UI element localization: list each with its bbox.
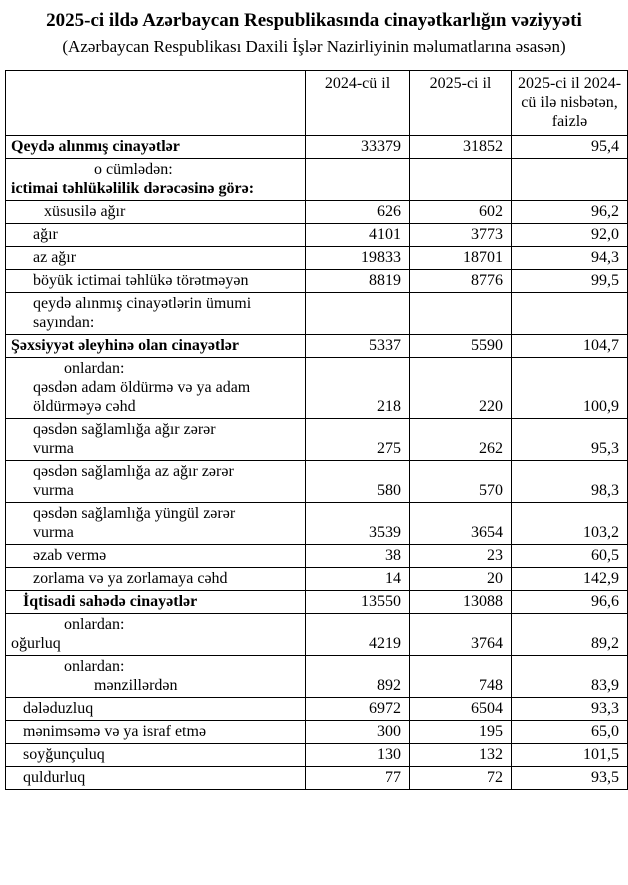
row-label-line: az ağır [33, 249, 77, 266]
value-2025-cell: 23 [410, 545, 512, 568]
table-row [6, 767, 628, 790]
row-label-cell [6, 419, 306, 461]
table-row [6, 419, 628, 461]
page-title: 2025-ci ildə Azərbaycan Respublikasında cinayətkarlığın vəziyyəti [46, 10, 582, 31]
table-row [6, 136, 628, 159]
row-label-line: əzab vermə [33, 547, 107, 564]
percent-cell: 99,5 [512, 270, 628, 293]
row-label-line: sayından: [33, 314, 95, 331]
row-label-line: zorlama və ya zorlamaya cəhd [33, 570, 228, 587]
crime-table-body [6, 136, 628, 790]
table-row [6, 503, 628, 545]
table-row [6, 201, 628, 224]
row-label-cell [6, 335, 306, 358]
value-2025-cell: 6504 [410, 698, 512, 721]
table-row [6, 293, 628, 335]
percent-cell: 89,2 [512, 614, 628, 656]
page-subtitle: (Azərbaycan Respublikası Daxili İşlər Nazirliyinin məlumatlarına əsasən) [62, 37, 566, 56]
row-label-line: oğurluq [11, 635, 61, 652]
row-label-cell [6, 270, 306, 293]
percent-cell: 98,3 [512, 461, 628, 503]
percent-cell [512, 293, 628, 335]
table-header-row [6, 71, 628, 136]
row-label-line: qəsdən sağlamlığa ağır zərər [33, 421, 216, 438]
value-2024-cell: 38 [306, 545, 410, 568]
percent-cell: 103,2 [512, 503, 628, 545]
row-label-cell [6, 224, 306, 247]
table-row [6, 159, 628, 201]
table-row [6, 744, 628, 767]
value-2025-cell: 20 [410, 568, 512, 591]
percent-cell: 101,5 [512, 744, 628, 767]
row-label-cell [6, 767, 306, 790]
row-label-line: onlardan: [64, 360, 125, 377]
value-2024-cell: 626 [306, 201, 410, 224]
row-label-line: dələduzluq [23, 700, 94, 717]
value-2025-cell: 220 [410, 358, 512, 419]
percent-cell: 92,0 [512, 224, 628, 247]
table-row [6, 656, 628, 698]
row-label-line: o cümlədən: [94, 161, 173, 178]
percent-cell: 96,2 [512, 201, 628, 224]
percent-cell: 100,9 [512, 358, 628, 419]
col-header-2025: 2025-ci il [410, 71, 512, 136]
percent-cell: 65,0 [512, 721, 628, 744]
value-2025-cell [410, 159, 512, 201]
value-2025-cell: 8776 [410, 270, 512, 293]
value-2025-cell: 602 [410, 201, 512, 224]
col-header-indicator [6, 71, 306, 136]
table-row [6, 698, 628, 721]
table-row [6, 591, 628, 614]
value-2025-cell: 13088 [410, 591, 512, 614]
value-2024-cell: 4101 [306, 224, 410, 247]
row-label-cell [6, 201, 306, 224]
row-label-cell [6, 591, 306, 614]
row-label-line: xüsusilə ağır [44, 203, 126, 220]
row-label-line: qəsdən adam öldürmə və ya adam [33, 379, 251, 396]
value-2024-cell: 3539 [306, 503, 410, 545]
percent-cell: 95,4 [512, 136, 628, 159]
value-2025-cell [410, 293, 512, 335]
table-row [6, 270, 628, 293]
percent-cell: 104,7 [512, 335, 628, 358]
value-2025-cell: 748 [410, 656, 512, 698]
row-label-line: Qeydə alınmış cinayətlər [11, 138, 180, 155]
percent-cell: 95,3 [512, 419, 628, 461]
table-header [6, 71, 628, 136]
value-2025-cell: 18701 [410, 247, 512, 270]
row-label-cell [6, 293, 306, 335]
percent-cell: 93,5 [512, 767, 628, 790]
row-label-line: ictimai təhlükəlilik dərəcəsinə görə: [11, 180, 255, 197]
row-label-cell [6, 721, 306, 744]
row-label-cell [6, 503, 306, 545]
value-2024-cell: 8819 [306, 270, 410, 293]
row-label-line: quldurluq [23, 769, 86, 786]
value-2024-cell: 130 [306, 744, 410, 767]
percent-cell [512, 159, 628, 201]
row-label-cell [6, 358, 306, 419]
row-label-line: mənimsəmə və ya israf etmə [23, 723, 207, 740]
row-label-cell [6, 614, 306, 656]
row-label-line: qeydə alınmış cinayətlərin ümumi [33, 295, 252, 312]
row-label-cell [6, 545, 306, 568]
percent-cell: 94,3 [512, 247, 628, 270]
value-2025-cell: 262 [410, 419, 512, 461]
row-label-line: soyğunçuluq [23, 746, 105, 763]
value-2024-cell: 892 [306, 656, 410, 698]
row-label-line: böyük ictimai təhlükə törətməyən [33, 272, 249, 289]
value-2025-cell: 72 [410, 767, 512, 790]
value-2024-cell: 300 [306, 721, 410, 744]
value-2024-cell [306, 159, 410, 201]
value-2025-cell: 31852 [410, 136, 512, 159]
row-label-line: mənzillərdən [94, 677, 178, 694]
value-2024-cell [306, 293, 410, 335]
value-2025-cell: 5590 [410, 335, 512, 358]
row-label-cell [6, 656, 306, 698]
row-label-cell [6, 461, 306, 503]
value-2025-cell: 570 [410, 461, 512, 503]
value-2024-cell: 33379 [306, 136, 410, 159]
percent-cell: 83,9 [512, 656, 628, 698]
row-label-line: öldürməyə cəhd [33, 398, 136, 415]
value-2025-cell: 195 [410, 721, 512, 744]
row-label-line: İqtisadi sahədə cinayətlər [23, 593, 198, 610]
row-label-line: ağır [33, 226, 58, 243]
row-label-line: Şəxsiyyət əleyhinə olan cinayətlər [11, 337, 239, 354]
value-2025-cell: 3654 [410, 503, 512, 545]
value-2024-cell: 19833 [306, 247, 410, 270]
value-2024-cell: 218 [306, 358, 410, 419]
row-label-line: qəsdən sağlamlığa az ağır zərər [33, 463, 234, 480]
value-2024-cell: 14 [306, 568, 410, 591]
row-label-line: qəsdən sağlamlığa yüngül zərər [33, 505, 236, 522]
table-row [6, 568, 628, 591]
table-row [6, 335, 628, 358]
row-label-line: onlardan: [64, 658, 125, 675]
table-row [6, 358, 628, 419]
col-header-2024: 2024-cü il [306, 71, 410, 136]
value-2024-cell: 5337 [306, 335, 410, 358]
value-2024-cell: 275 [306, 419, 410, 461]
percent-cell: 93,3 [512, 698, 628, 721]
table-row [6, 721, 628, 744]
value-2024-cell: 6972 [306, 698, 410, 721]
crime-statistics-table [5, 70, 628, 790]
value-2024-cell: 77 [306, 767, 410, 790]
value-2024-cell: 580 [306, 461, 410, 503]
row-label-line: vurma [33, 482, 74, 499]
table-row [6, 545, 628, 568]
percent-cell: 142,9 [512, 568, 628, 591]
value-2025-cell: 3773 [410, 224, 512, 247]
table-row [6, 247, 628, 270]
value-2025-cell: 3764 [410, 614, 512, 656]
table-row [6, 461, 628, 503]
row-label-cell [6, 247, 306, 270]
row-label-line: vurma [33, 524, 74, 541]
col-header-percent: 2025-ci il 2024-cü ilə nisbətən, faizlə [512, 71, 628, 136]
percent-cell: 96,6 [512, 591, 628, 614]
value-2025-cell: 132 [410, 744, 512, 767]
row-label-cell [6, 136, 306, 159]
value-2024-cell: 13550 [306, 591, 410, 614]
row-label-cell [6, 744, 306, 767]
row-label-line: vurma [33, 440, 74, 457]
table-row [6, 224, 628, 247]
row-label-cell [6, 568, 306, 591]
row-label-line: onlardan: [64, 616, 125, 633]
percent-cell: 60,5 [512, 545, 628, 568]
value-2024-cell: 4219 [306, 614, 410, 656]
table-row [6, 614, 628, 656]
row-label-cell [6, 698, 306, 721]
row-label-cell [6, 159, 306, 201]
